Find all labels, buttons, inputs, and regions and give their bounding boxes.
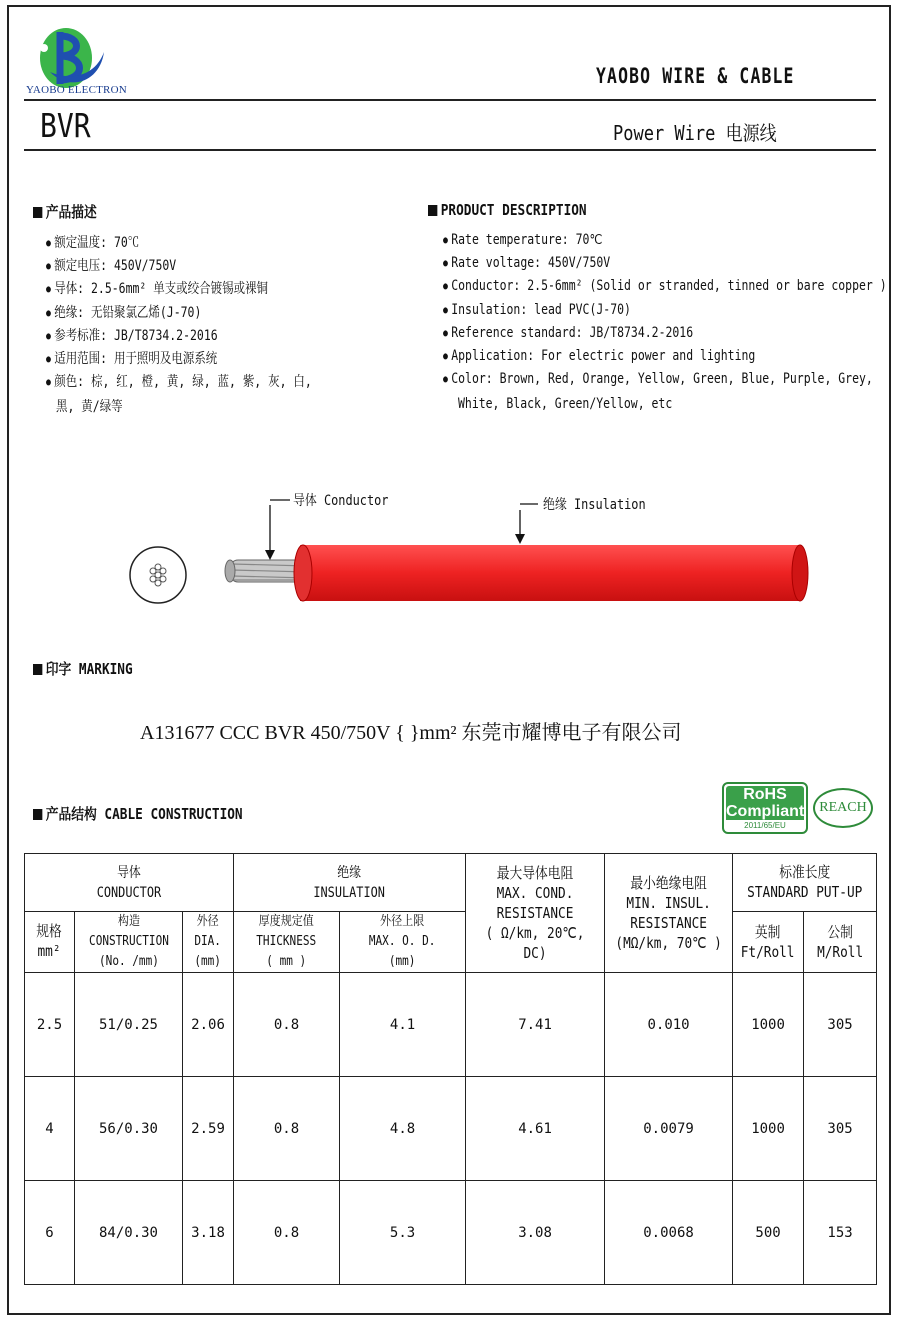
header-max-resistance: 最大导体电阻 MAX. COND. RESISTANCE ( Ω/km, 20℃, DC): [466, 854, 605, 973]
header-construction: 构造 CONSTRUCTION (No. /mm): [75, 912, 183, 973]
header-spec: 规格 mm²: [25, 912, 75, 973]
divider-top: [24, 99, 876, 101]
list-item: ● Reference standard: JB/T8734.2-2016: [443, 325, 887, 348]
insulation-icon: [294, 545, 808, 601]
marking-heading: 印字 MARKING: [33, 658, 133, 679]
square-bullet-icon: [33, 664, 42, 675]
rohs-badge: RoHS Compliant 2011/65/EU: [722, 782, 808, 834]
header-min-insulation: 最小绝缘电阻 MIN. INSUL. RESISTANCE (MΩ/km, 70℃ ): [605, 854, 733, 973]
desc-cn-heading: 产品描述: [33, 201, 97, 222]
header-ft-roll: 英制 Ft/Roll: [733, 912, 804, 973]
insulation-label: 绝缘 Insulation: [543, 497, 646, 513]
list-item: ● Color: Brown, Red, Orange, Yellow, Green, Blue, Purple, Grey,: [443, 371, 887, 394]
header-m-roll: 公制 M/Roll: [804, 912, 877, 973]
header-conductor: 导体 CONDUCTOR: [25, 854, 234, 912]
product-subtitle: Power Wire 电源线: [613, 121, 777, 145]
list-item: ● 额定电压: 450V/750V: [46, 255, 312, 278]
list-item: ● 绝缘: 无铅聚氯乙烯(J-70): [46, 302, 312, 325]
construction-table: [24, 853, 877, 1285]
table-row: 4 56/0.30 2.59 0.8 4.8 4.61 0.0079 1000 305: [25, 1077, 877, 1181]
header-insulation: 绝缘 INSULATION: [234, 854, 466, 912]
reach-badge: REACH: [813, 788, 873, 828]
list-item: ● 参考标准: JB/T8734.2-2016: [46, 325, 312, 348]
list-item: ● Rate voltage: 450V/750V: [443, 255, 887, 278]
list-item: ● Rate temperature: 70℃: [443, 232, 887, 255]
desc-cn-continuation: 黑, 黄/绿等: [56, 399, 123, 415]
model-title: BVR: [40, 106, 91, 145]
list-item: ● 导体: 2.5-6mm² 单支或绞合镀锡或裸铜: [46, 278, 312, 301]
desc-en-continuation: White, Black, Green/Yellow, etc: [458, 396, 673, 412]
list-item: ● 颜色: 棕, 红, 橙, 黄, 绿, 蓝, 紫, 灰, 白,: [46, 371, 312, 394]
desc-en-list: [443, 232, 900, 394]
list-item: ● 额定温度: 70℃: [46, 232, 312, 255]
logo-text: YAOBO ELECTRON: [26, 84, 127, 96]
conductor-label: 导体 Conductor: [293, 493, 389, 509]
header-put-up: 标准长度 STANDARD PUT-UP: [733, 854, 877, 912]
list-item: ● Conductor: 2.5-6mm² (Solid or stranded, tinned or bare copper ): [443, 278, 887, 301]
table-row: 2.5 51/0.25 2.06 0.8 4.1 7.41 0.010 1000 305: [25, 973, 877, 1077]
divider-header: [24, 149, 876, 151]
table-row: 6 84/0.30 3.18 0.8 5.3 3.08 0.0068 500 153: [25, 1181, 877, 1285]
cable-diagram: [120, 480, 820, 630]
square-bullet-icon: [33, 809, 42, 820]
square-bullet-icon: [33, 207, 42, 218]
cross-section-icon: [130, 547, 186, 603]
header-dia: 外径 DIA. (mm): [183, 912, 234, 973]
desc-cn-list: [46, 232, 370, 394]
header-max-od: 外径上限 MAX. O. D. (mm): [340, 912, 466, 973]
list-item: ● Application: For electric power and lighting: [443, 348, 887, 371]
brand-name: YAOBO WIRE & CABLE: [596, 64, 795, 88]
square-bullet-icon: [428, 205, 437, 216]
marking-text: A131677 CCC BVR 450/750V { }mm² 东莞市耀博电子有限公司: [140, 722, 682, 744]
list-item: ● 适用范围: 用于照明及电源系统: [46, 348, 312, 371]
header-thickness: 厚度规定值 THICKNESS ( mm ): [234, 912, 340, 973]
desc-en-heading: PRODUCT DESCRIPTION: [428, 201, 587, 219]
list-item: ● Insulation: lead PVC(J-70): [443, 302, 887, 325]
construction-heading: 产品结构 CABLE CONSTRUCTION: [33, 803, 243, 824]
